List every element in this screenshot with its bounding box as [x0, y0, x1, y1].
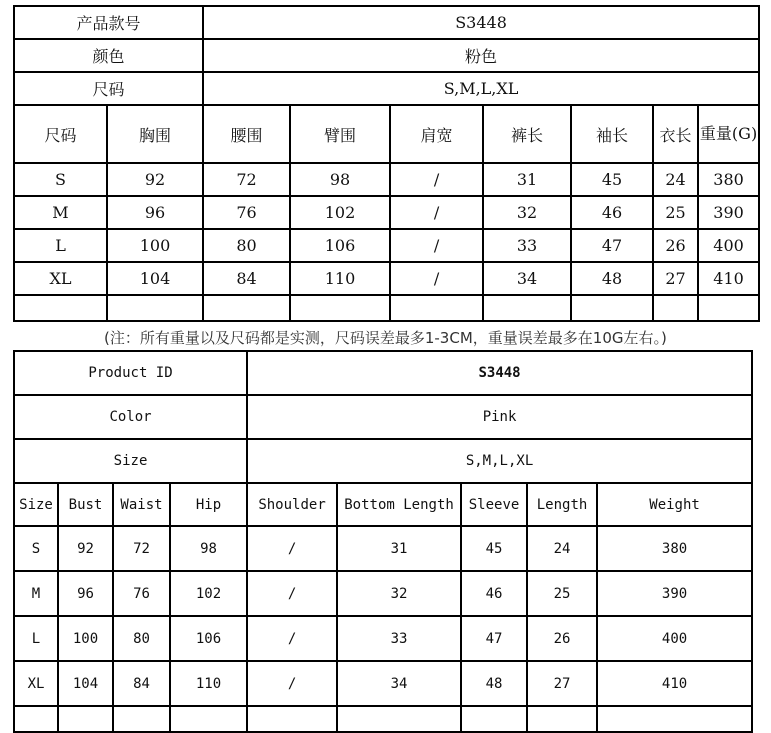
table-cell: 400: [698, 229, 759, 262]
column-header: Size: [14, 483, 58, 526]
table-cell: 400: [597, 616, 752, 661]
size-value: S,M,L,XL: [203, 72, 759, 105]
table-cell: 25: [653, 196, 698, 229]
table-cell: 72: [113, 526, 170, 571]
table-cell: 102: [290, 196, 390, 229]
table-row: [14, 616, 752, 661]
column-header: Sleeve: [461, 483, 527, 526]
table-cell: 46: [571, 196, 653, 229]
table-cell: 380: [698, 163, 759, 196]
table-cell: 390: [597, 571, 752, 616]
table-cell: 80: [113, 616, 170, 661]
table-cell: L: [14, 616, 58, 661]
table-row: [14, 196, 759, 229]
product-id-label: 产品款号: [14, 6, 203, 39]
empty-row: [14, 706, 752, 732]
column-header: 裤长: [483, 105, 571, 163]
table-cell: 96: [58, 571, 113, 616]
color-label: 颜色: [14, 39, 203, 72]
table-cell: 106: [290, 229, 390, 262]
column-header-row: [14, 105, 759, 163]
table-cell: 33: [337, 616, 461, 661]
table-row: [14, 229, 759, 262]
table-cell: 72: [203, 163, 290, 196]
size-row: [14, 72, 759, 105]
color-label: Color: [14, 395, 247, 439]
size-value: S,M,L,XL: [247, 439, 752, 483]
table-cell: 96: [107, 196, 203, 229]
table-cell: 48: [571, 262, 653, 295]
table-cell: 33: [483, 229, 571, 262]
column-header: 胸围: [107, 105, 203, 163]
column-header: 衣长: [653, 105, 698, 163]
size-row: [14, 439, 752, 483]
table-row: [14, 526, 752, 571]
column-header: 袖长: [571, 105, 653, 163]
table-cell: M: [14, 196, 107, 229]
column-header: 重量(G): [698, 105, 759, 163]
table-cell: 390: [698, 196, 759, 229]
table-cell: S: [14, 163, 107, 196]
table-cell: 46: [461, 571, 527, 616]
size-chart-table-chinese: [13, 5, 760, 322]
color-row: [14, 395, 752, 439]
table-cell: 410: [698, 262, 759, 295]
table-cell: S: [14, 526, 58, 571]
table-cell: 410: [597, 661, 752, 706]
table-cell: M: [14, 571, 58, 616]
table-cell: 45: [461, 526, 527, 571]
table-cell: 76: [113, 571, 170, 616]
color-row: [14, 39, 759, 72]
column-header: Bust: [58, 483, 113, 526]
column-header: 腰围: [203, 105, 290, 163]
table-cell: /: [247, 661, 337, 706]
table-cell: 76: [203, 196, 290, 229]
table-cell: 24: [653, 163, 698, 196]
column-header: Weight: [597, 483, 752, 526]
column-header: 臂围: [290, 105, 390, 163]
size-chart-table-english: [13, 350, 753, 733]
table-row: [14, 163, 759, 196]
table-cell: 110: [170, 661, 247, 706]
table-cell: 27: [653, 262, 698, 295]
table-cell: 34: [483, 262, 571, 295]
table-cell: 380: [597, 526, 752, 571]
table-cell: 31: [337, 526, 461, 571]
table-cell: 92: [107, 163, 203, 196]
table-cell: 26: [527, 616, 597, 661]
table-cell: 80: [203, 229, 290, 262]
table-cell: 102: [170, 571, 247, 616]
table-cell: /: [247, 616, 337, 661]
measurement-note: (注：所有重量以及尺码都是实测，尺码误差最多1-3CM，重量误差最多在10G左右。): [104, 329, 667, 347]
column-header: Bottom Length: [337, 483, 461, 526]
product-id-row: [14, 6, 759, 39]
column-header: Shoulder: [247, 483, 337, 526]
color-value: 粉色: [203, 39, 759, 72]
product-id-label: Product ID: [14, 351, 247, 395]
table-cell: 45: [571, 163, 653, 196]
size-label: Size: [14, 439, 247, 483]
table-cell: 47: [571, 229, 653, 262]
table-cell: 27: [527, 661, 597, 706]
table-row: [14, 661, 752, 706]
table-cell: XL: [14, 661, 58, 706]
table-cell: /: [390, 262, 483, 295]
product-id-value: S3448: [203, 6, 759, 39]
table-cell: 32: [483, 196, 571, 229]
table-cell: /: [247, 526, 337, 571]
table-cell: 104: [58, 661, 113, 706]
column-header: Waist: [113, 483, 170, 526]
table-cell: 98: [290, 163, 390, 196]
table-cell: 25: [527, 571, 597, 616]
table-cell: 100: [107, 229, 203, 262]
table-cell: 84: [203, 262, 290, 295]
table-cell: 32: [337, 571, 461, 616]
table-cell: XL: [14, 262, 107, 295]
table-cell: 31: [483, 163, 571, 196]
table-cell: 26: [653, 229, 698, 262]
table-cell: /: [390, 229, 483, 262]
product-id-row: [14, 351, 752, 395]
table-cell: 24: [527, 526, 597, 571]
table-cell: /: [247, 571, 337, 616]
table-cell: 110: [290, 262, 390, 295]
table-cell: 48: [461, 661, 527, 706]
table-cell: 92: [58, 526, 113, 571]
table-cell: /: [390, 163, 483, 196]
column-header: Length: [527, 483, 597, 526]
column-header: Hip: [170, 483, 247, 526]
column-header: 尺码: [14, 105, 107, 163]
column-header-row: [14, 483, 752, 526]
table-cell: 104: [107, 262, 203, 295]
table-cell: 98: [170, 526, 247, 571]
table-cell: 47: [461, 616, 527, 661]
table-row: [14, 571, 752, 616]
table-cell: 84: [113, 661, 170, 706]
table-cell: L: [14, 229, 107, 262]
table-cell: 100: [58, 616, 113, 661]
table-cell: /: [390, 196, 483, 229]
empty-row: [14, 295, 759, 321]
color-value: Pink: [247, 395, 752, 439]
column-header: 肩宽: [390, 105, 483, 163]
table-row: [14, 262, 759, 295]
product-id-value: S3448: [247, 351, 752, 395]
table-cell: 106: [170, 616, 247, 661]
size-label: 尺码: [14, 72, 203, 105]
table-cell: 34: [337, 661, 461, 706]
